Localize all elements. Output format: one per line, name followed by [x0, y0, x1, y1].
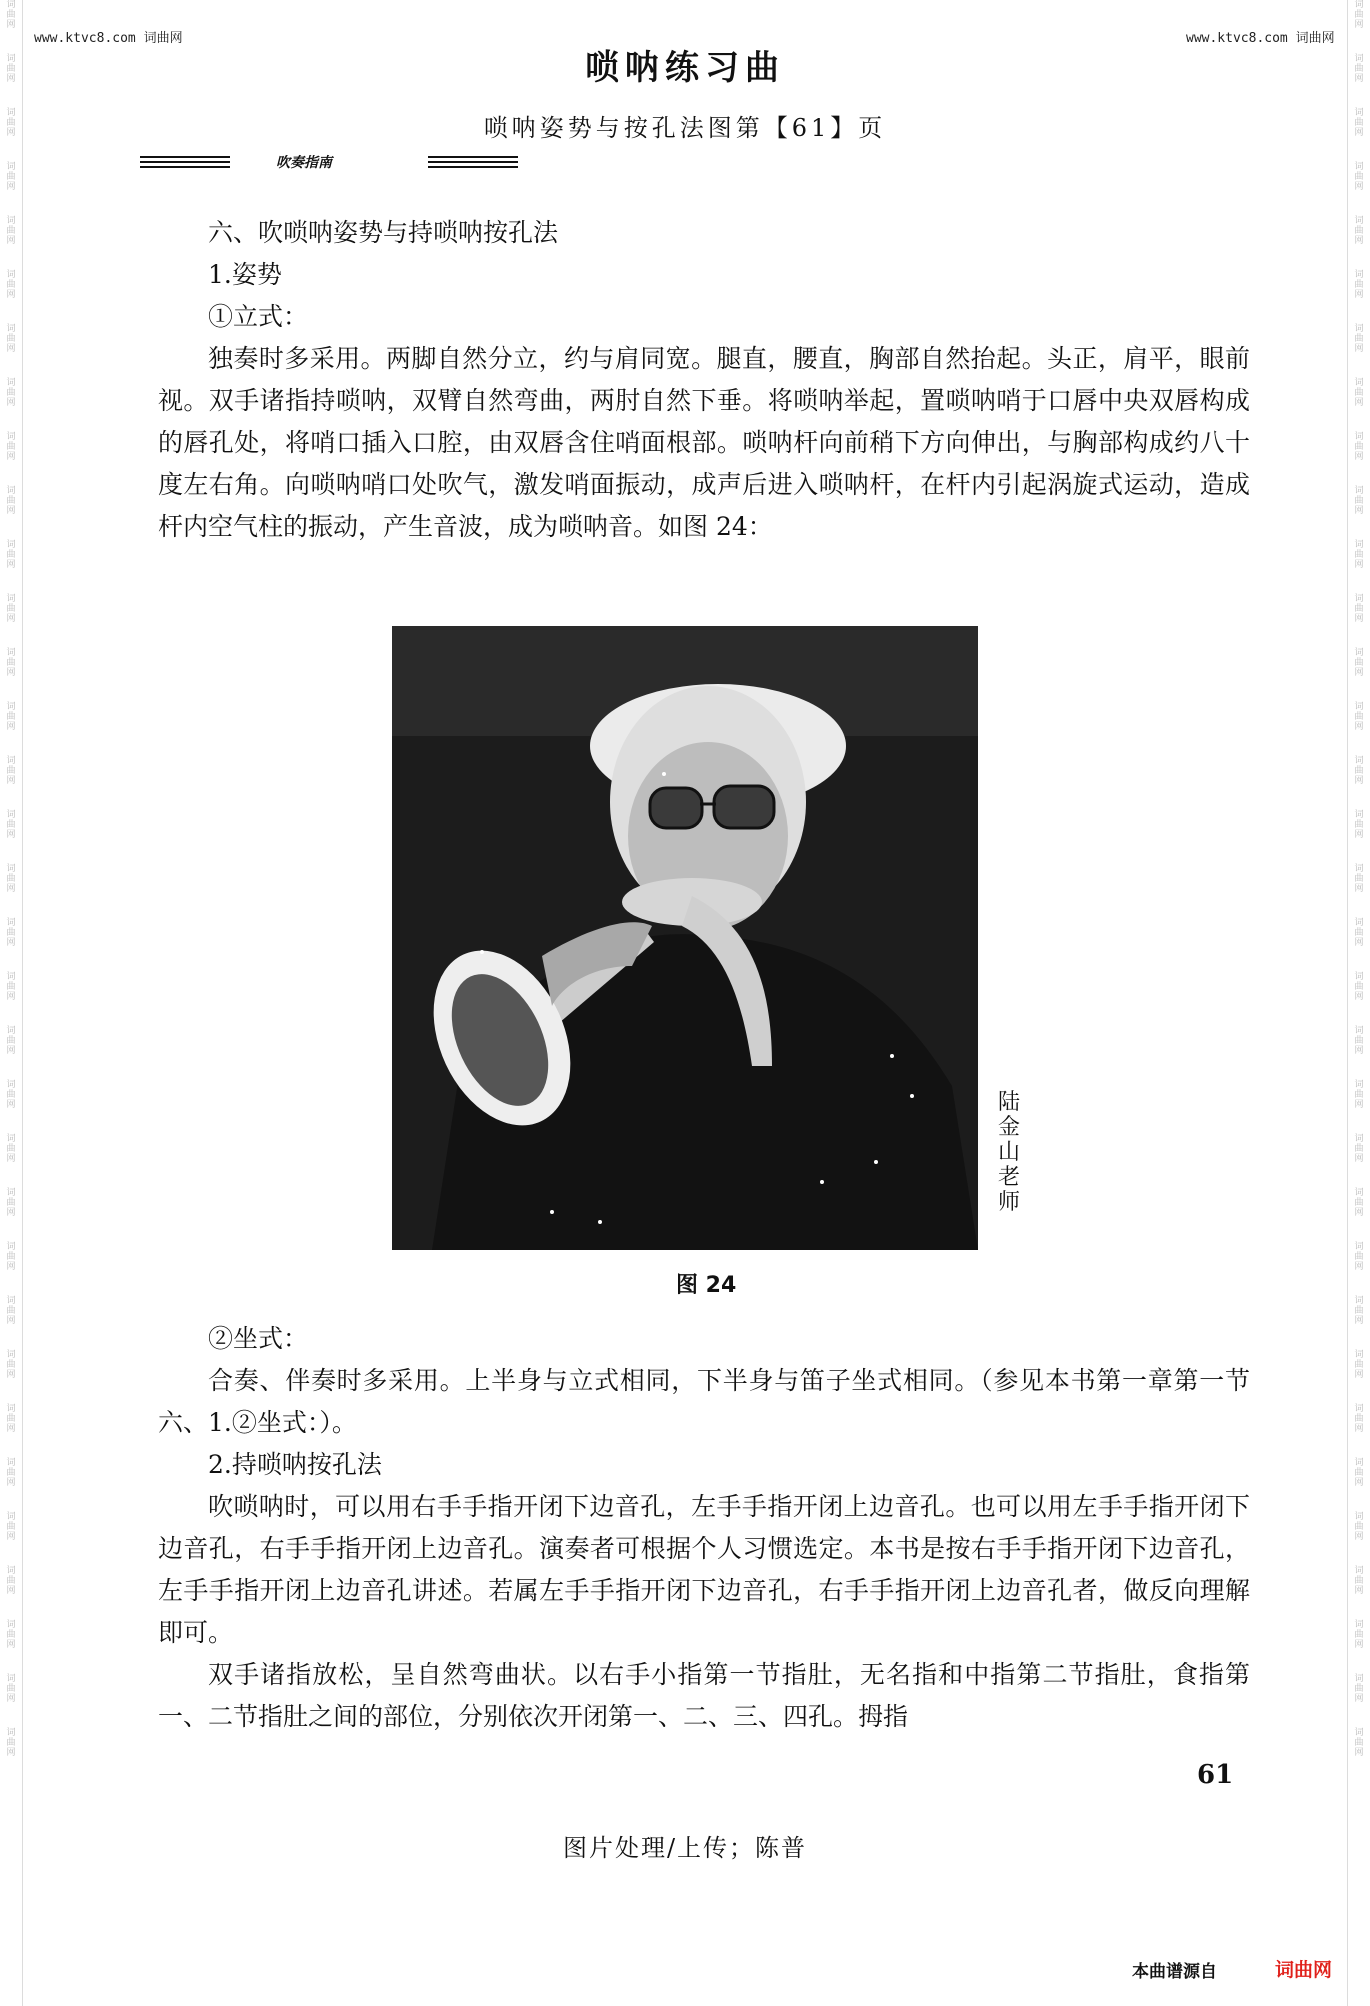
watermark-text: 词曲网	[6, 54, 16, 84]
watermark-text: 词曲网	[6, 1728, 16, 1758]
watermark-text: 词曲网	[6, 756, 16, 786]
footer-brand-link[interactable]: 词曲网	[1275, 1959, 1333, 1981]
watermark-text: 词曲网	[6, 594, 16, 624]
watermark-text: 词曲网	[6, 1620, 16, 1650]
subsection-heading: ②坐式：	[208, 1324, 309, 1353]
watermark-text: 词曲网	[1354, 1080, 1364, 1110]
watermark-text: 词曲网	[1354, 1134, 1364, 1164]
header-rule-right	[428, 156, 518, 170]
watermark-text: 词曲网	[1354, 378, 1364, 408]
watermark-text: 词曲网	[1354, 486, 1364, 516]
rule-label: 吹奏指南	[276, 155, 332, 171]
watermark-text: 词曲网	[6, 1296, 16, 1326]
watermark-text: 词曲网	[6, 162, 16, 192]
paragraph: 双手诸指放松，呈自然弯曲状。以右手小指第一节指肚，无名指和中指第二节指肚，食指第一、二节指肚之间的部位，分别依次开闭第一、二、三、四孔。拇指	[158, 1660, 1250, 1731]
watermark-text: 词曲网	[6, 972, 16, 1002]
watermark-text: 词曲网	[6, 324, 16, 354]
watermark-text: 词曲网	[6, 810, 16, 840]
watermark-text: 词曲网	[1354, 918, 1364, 948]
watermark-text: 词曲网	[1354, 1458, 1364, 1488]
figure-photo	[392, 626, 978, 1250]
watermark-text: 词曲网	[1354, 1404, 1364, 1434]
watermark-text: 词曲网	[6, 1188, 16, 1218]
photo-side-caption: 陆金山老师	[997, 1090, 1020, 1215]
watermark-text: 词曲网	[6, 540, 16, 570]
paragraph: 合奏、伴奏时多采用。上半身与立式相同，下半身与笛子坐式相同。（参见本书第一章第一节六、1.②坐式：）。	[158, 1366, 1250, 1437]
subsection-heading: 1.姿势	[208, 260, 282, 289]
watermark-text: 词曲网	[6, 648, 16, 678]
watermark-text: 词曲网	[1354, 1026, 1364, 1056]
watermark-text: 词曲网	[6, 918, 16, 948]
watermark-text: 词曲网	[1354, 270, 1364, 300]
watermark-text: 词曲网	[1354, 216, 1364, 246]
watermark-text: 词曲网	[6, 702, 16, 732]
paragraph: 吹唢呐时，可以用右手手指开闭下边音孔，左手手指开闭上边音孔。也可以用左手手指开闭下边音孔，右手手指开闭上边音孔。演奏者可根据个人习惯选定。本书是按右手手指开闭下边音孔，左手手指开闭上边音孔讲述。若属左手手指开闭下边音孔，右手手指开闭上边音孔者，做反向理解即可。	[158, 1492, 1250, 1647]
upper-content	[158, 212, 1250, 548]
watermark-text: 词曲网	[1354, 756, 1364, 786]
page-title: 唢呐练习曲	[585, 48, 785, 88]
musician-photo-illustration	[392, 626, 978, 1250]
lower-content	[158, 1318, 1250, 1738]
subsection-heading: ①立式：	[208, 302, 309, 331]
watermark-text: 词曲网	[1354, 432, 1364, 462]
site-url-right[interactable]: www.ktvc8.com 词曲网	[1186, 31, 1335, 46]
watermark-text: 词曲网	[1354, 54, 1364, 84]
watermark-text: 词曲网	[1354, 540, 1364, 570]
site-url-left[interactable]: www.ktvc8.com 词曲网	[34, 31, 183, 46]
watermark-text: 词曲网	[6, 0, 16, 30]
footer-source-label: 本曲谱源自	[1132, 1962, 1217, 1982]
watermark-text: 词曲网	[6, 1458, 16, 1488]
watermark-text: 词曲网	[1354, 1674, 1364, 1704]
watermark-text: 词曲网	[1354, 864, 1364, 894]
watermark-text: 词曲网	[1354, 1188, 1364, 1218]
header-rule-left	[140, 156, 230, 170]
watermark-text: 词曲网	[1354, 1296, 1364, 1326]
left-margin-line	[22, 0, 23, 2006]
watermark-text: 词曲网	[6, 1350, 16, 1380]
watermark-text: 词曲网	[6, 1134, 16, 1164]
watermark-text: 词曲网	[6, 864, 16, 894]
watermark-text: 词曲网	[1354, 108, 1364, 138]
watermark-text: 词曲网	[1354, 810, 1364, 840]
upload-credit: 图片处理/上传；陈普	[562, 1834, 808, 1862]
watermark-text: 词曲网	[1354, 1566, 1364, 1596]
watermark-text: 词曲网	[6, 1080, 16, 1110]
watermark-text: 词曲网	[1354, 162, 1364, 192]
watermark-text: 词曲网	[6, 1566, 16, 1596]
watermark-text: 词曲网	[6, 1242, 16, 1272]
watermark-text: 词曲网	[1354, 1728, 1364, 1758]
watermark-text: 词曲网	[1354, 324, 1364, 354]
watermark-text: 词曲网	[6, 1026, 16, 1056]
paragraph: 独奏时多采用。两脚自然分立，约与肩同宽。腿直，腰直，胸部自然抬起。头正，肩平，眼前视。双手诸指持唢呐，双臂自然弯曲，两肘自然下垂。将唢呐举起，置唢呐哨于口唇中央双唇构成的唇孔处，将哨口插入口腔，由双唇含住哨面根部。唢呐杆向前稍下方向伸出，与胸部构成约八十度左右角。向唢呐哨口处吹气，激发哨面振动，成声后进入唢呐杆，在杆内引起涡旋式运动，造成杆内空气柱的振动，产生音波，成为唢呐音。如图 24：	[158, 344, 1250, 541]
page-subtitle: 唢呐姿势与按孔法图第【61】页	[483, 114, 887, 142]
watermark-text: 词曲网	[6, 108, 16, 138]
watermark-text: 词曲网	[1354, 972, 1364, 1002]
watermark-text: 词曲网	[1354, 1242, 1364, 1272]
watermark-text: 词曲网	[1354, 648, 1364, 678]
section-heading: 六、吹唢呐姿势与持唢呐按孔法	[208, 218, 559, 247]
watermark-text: 词曲网	[1354, 594, 1364, 624]
figure-caption: 图 24	[676, 1273, 737, 1298]
left-watermark-strip	[0, 0, 22, 2006]
watermark-text: 词曲网	[1354, 0, 1364, 30]
subsection-heading: 2.持唢呐按孔法	[208, 1450, 382, 1479]
watermark-text: 词曲网	[6, 1674, 16, 1704]
watermark-text: 词曲网	[6, 1512, 16, 1542]
watermark-text: 词曲网	[1354, 1512, 1364, 1542]
page-number: 61	[1197, 1760, 1234, 1790]
watermark-text: 词曲网	[6, 216, 16, 246]
watermark-text: 词曲网	[1354, 1620, 1364, 1650]
watermark-text: 词曲网	[1354, 1350, 1364, 1380]
watermark-text: 词曲网	[1354, 702, 1364, 732]
watermark-text: 词曲网	[6, 1404, 16, 1434]
watermark-text: 词曲网	[6, 270, 16, 300]
watermark-text: 词曲网	[6, 432, 16, 462]
watermark-text: 词曲网	[6, 378, 16, 408]
watermark-text: 词曲网	[6, 486, 16, 516]
right-margin-line	[1347, 0, 1348, 2006]
right-watermark-strip	[1348, 0, 1370, 2006]
